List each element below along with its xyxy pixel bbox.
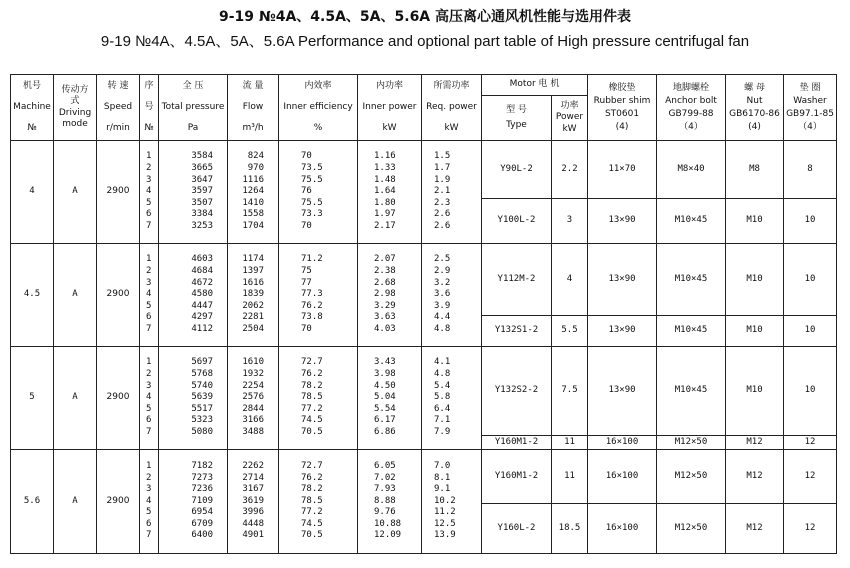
rubber-shim-cell: 13×90 bbox=[588, 347, 657, 436]
flow-list bbox=[228, 450, 279, 554]
motor-type-cell: Y100L-2 bbox=[482, 199, 552, 244]
pressure-list-value: 5517 bbox=[191, 403, 213, 414]
inner-power-list-value: 8.88 bbox=[374, 495, 396, 506]
anchor-bolt-cell: M10×45 bbox=[657, 244, 726, 316]
table-row bbox=[11, 347, 837, 436]
req-power-list bbox=[422, 244, 482, 347]
efficiency-list-value: 77.3 bbox=[301, 289, 323, 300]
req-power-list bbox=[422, 450, 482, 554]
anchor-bolt-cell: M12×50 bbox=[657, 436, 726, 450]
inner-power-list-value: 9.76 bbox=[374, 507, 396, 518]
pressure-list-value: 5080 bbox=[191, 426, 213, 437]
nut-cell: M12 bbox=[726, 450, 784, 504]
header-req-power: 所需功率 Req. power kW bbox=[422, 75, 482, 141]
efficiency-list-value: 70 bbox=[301, 323, 312, 334]
machine-number-cell: 5.6 bbox=[11, 450, 54, 554]
pressure-list-value: 4112 bbox=[191, 323, 213, 334]
flow-list-value: 1839 bbox=[242, 289, 264, 300]
header-washer: 垫 圈 Washer GB97.1-85 （4） bbox=[784, 75, 837, 141]
efficiency-list-value: 76.2 bbox=[301, 369, 323, 380]
performance-table bbox=[10, 74, 837, 554]
speed-cell: 2900 bbox=[97, 347, 140, 450]
flow-list-value: 2262 bbox=[242, 460, 264, 471]
flow-list-value: 3996 bbox=[242, 507, 264, 518]
pressure-list-value: 7182 bbox=[191, 460, 213, 471]
efficiency-list bbox=[279, 347, 358, 450]
inner-power-list-value: 2.17 bbox=[374, 220, 396, 231]
efficiency-list-value: 75.5 bbox=[301, 197, 323, 208]
efficiency-list-value: 72.7 bbox=[301, 460, 323, 471]
req-power-list-value: 3.6 bbox=[434, 289, 451, 300]
header-inner-power: 内功率 Inner power kW bbox=[358, 75, 422, 141]
nut-cell: M10 bbox=[726, 316, 784, 347]
efficiency-list-value: 74.5 bbox=[301, 518, 323, 529]
seq-list-value: 3 bbox=[146, 174, 152, 185]
nut-cell: M10 bbox=[726, 244, 784, 316]
efficiency-list-value: 76.2 bbox=[301, 300, 323, 311]
efficiency-list-value: 76 bbox=[301, 186, 312, 197]
flow-list bbox=[228, 347, 279, 450]
efficiency-list-value: 72.7 bbox=[301, 357, 323, 368]
motor-power-cell: 4 bbox=[552, 244, 588, 316]
efficiency-list-value: 76.2 bbox=[301, 472, 323, 483]
header-pressure: 全 压 Total pressure Pa bbox=[159, 75, 228, 141]
seq-list-value: 4 bbox=[146, 186, 152, 197]
flow-list-value: 1410 bbox=[242, 197, 264, 208]
seq-list-value: 1 bbox=[146, 460, 152, 471]
seq-list-value: 2 bbox=[146, 369, 152, 380]
seq-list-value: 6 bbox=[146, 415, 152, 426]
table-row bbox=[11, 450, 837, 504]
flow-list-value: 3488 bbox=[242, 426, 264, 437]
anchor-bolt-cell: M10×45 bbox=[657, 347, 726, 436]
header-motor: Motor 电 机 bbox=[482, 75, 588, 96]
efficiency-list-value: 73.5 bbox=[301, 163, 323, 174]
nut-cell: M12 bbox=[726, 436, 784, 450]
washer-cell: 8 bbox=[784, 141, 837, 199]
machine-number-cell: 5 bbox=[11, 347, 54, 450]
pressure-list bbox=[159, 450, 228, 554]
efficiency-list-value: 75.5 bbox=[301, 174, 323, 185]
flow-list-value: 970 bbox=[247, 163, 264, 174]
rubber-shim-cell: 16×100 bbox=[588, 450, 657, 504]
req-power-list-value: 1.9 bbox=[434, 174, 451, 185]
pressure-list-value: 4297 bbox=[191, 312, 213, 323]
pressure-list-value: 5768 bbox=[191, 369, 213, 380]
pressure-list-value: 4447 bbox=[191, 300, 213, 311]
seq-list-value: 7 bbox=[146, 323, 152, 334]
motor-type-cell: Y112M-2 bbox=[482, 244, 552, 316]
inner-power-list bbox=[358, 347, 422, 450]
inner-power-list-value: 2.38 bbox=[374, 266, 396, 277]
inner-power-list-value: 6.86 bbox=[374, 426, 396, 437]
pressure-list-value: 3253 bbox=[191, 220, 213, 231]
rubber-shim-cell: 13×90 bbox=[588, 316, 657, 347]
seq-list bbox=[140, 141, 159, 244]
washer-cell: 10 bbox=[784, 316, 837, 347]
req-power-list-value: 13.9 bbox=[434, 530, 456, 541]
seq-list-value: 7 bbox=[146, 426, 152, 437]
seq-list bbox=[140, 450, 159, 554]
motor-type-cell: Y132S2-2 bbox=[482, 347, 552, 436]
req-power-list-value: 2.5 bbox=[434, 254, 451, 265]
header-seq: 序 号 № bbox=[140, 75, 159, 141]
pressure-list bbox=[159, 244, 228, 347]
pressure-list-value: 4684 bbox=[191, 266, 213, 277]
req-power-list-value: 4.8 bbox=[434, 369, 451, 380]
inner-power-list-value: 5.54 bbox=[374, 403, 396, 414]
rubber-shim-cell: 16×100 bbox=[588, 436, 657, 450]
driving-mode-cell: A bbox=[54, 244, 97, 347]
efficiency-list-value: 77 bbox=[301, 277, 312, 288]
seq-list-value: 3 bbox=[146, 484, 152, 495]
flow-list bbox=[228, 141, 279, 244]
pressure-list-value: 7273 bbox=[191, 472, 213, 483]
efficiency-list-value: 70.5 bbox=[301, 530, 323, 541]
flow-list-value: 1397 bbox=[242, 266, 264, 277]
washer-cell: 10 bbox=[784, 244, 837, 316]
table-row bbox=[11, 141, 837, 199]
flow-list-value: 2062 bbox=[242, 300, 264, 311]
efficiency-list-value: 71.2 bbox=[301, 254, 323, 265]
pressure-list-value: 5639 bbox=[191, 392, 213, 403]
efficiency-list-value: 77.2 bbox=[301, 403, 323, 414]
pressure-list-value: 6954 bbox=[191, 507, 213, 518]
seq-list-value: 5 bbox=[146, 197, 152, 208]
anchor-bolt-cell: M12×50 bbox=[657, 450, 726, 504]
pressure-list-value: 7236 bbox=[191, 484, 213, 495]
pressure-list-value: 3647 bbox=[191, 174, 213, 185]
seq-list-value: 1 bbox=[146, 357, 152, 368]
anchor-bolt-cell: M10×45 bbox=[657, 199, 726, 244]
nut-cell: M12 bbox=[726, 504, 784, 554]
pressure-list-value: 4672 bbox=[191, 277, 213, 288]
req-power-list-value: 7.1 bbox=[434, 415, 451, 426]
motor-type-cell: Y90L-2 bbox=[482, 141, 552, 199]
req-power-list-value: 5.8 bbox=[434, 392, 451, 403]
pressure-list-value: 5323 bbox=[191, 415, 213, 426]
inner-power-list-value: 6.17 bbox=[374, 415, 396, 426]
machine-number-cell: 4 bbox=[11, 141, 54, 244]
seq-list-value: 3 bbox=[146, 277, 152, 288]
efficiency-list-value: 78.5 bbox=[301, 392, 323, 403]
seq-list-value: 1 bbox=[146, 254, 152, 265]
speed-cell: 2900 bbox=[97, 141, 140, 244]
pressure-list-value: 6709 bbox=[191, 518, 213, 529]
efficiency-list-value: 78.2 bbox=[301, 380, 323, 391]
req-power-list-value: 3.2 bbox=[434, 277, 451, 288]
flow-list-value: 3166 bbox=[242, 415, 264, 426]
seq-list-value: 7 bbox=[146, 530, 152, 541]
speed-cell: 2900 bbox=[97, 244, 140, 347]
header-speed: 转 速 Speed r/min bbox=[97, 75, 140, 141]
req-power-list-value: 4.1 bbox=[434, 357, 451, 368]
seq-list-value: 4 bbox=[146, 392, 152, 403]
seq-list-value: 5 bbox=[146, 507, 152, 518]
motor-power-cell: 18.5 bbox=[552, 504, 588, 554]
efficiency-list bbox=[279, 141, 358, 244]
header-anchor: 地脚螺栓 Anchor bolt GB799-88 （4） bbox=[657, 75, 726, 141]
title-chinese: 9-19 №4A、4.5A、5A、5.6A 高压离心通风机性能与选用件表 bbox=[218, 9, 632, 25]
inner-power-list bbox=[358, 141, 422, 244]
motor-power-cell: 2.2 bbox=[552, 141, 588, 199]
inner-power-list-value: 12.09 bbox=[374, 530, 402, 541]
req-power-list-value: 7.9 bbox=[434, 426, 451, 437]
inner-power-list-value: 6.05 bbox=[374, 460, 396, 471]
washer-cell: 12 bbox=[784, 436, 837, 450]
seq-list-value: 2 bbox=[146, 266, 152, 277]
seq-list-value: 6 bbox=[146, 312, 152, 323]
pressure-list-value: 3584 bbox=[191, 151, 213, 162]
inner-power-list-value: 1.80 bbox=[374, 197, 396, 208]
seq-list-value: 2 bbox=[146, 163, 152, 174]
inner-power-list-value: 1.48 bbox=[374, 174, 396, 185]
header-motor-power: 功率 Power kW bbox=[552, 96, 588, 141]
pressure-list-value: 4603 bbox=[191, 254, 213, 265]
req-power-list-value: 1.7 bbox=[434, 163, 451, 174]
flow-list-value: 3167 bbox=[242, 484, 264, 495]
motor-power-cell: 3 bbox=[552, 199, 588, 244]
rubber-shim-cell: 16×100 bbox=[588, 504, 657, 554]
inner-power-list-value: 2.98 bbox=[374, 289, 396, 300]
inner-power-list-value: 3.43 bbox=[374, 357, 396, 368]
inner-power-list-value: 10.88 bbox=[374, 518, 402, 529]
motor-power-cell: 11 bbox=[552, 436, 588, 450]
motor-type-cell: Y160M1-2 bbox=[482, 450, 552, 504]
header-motor-type: 型 号 Type bbox=[482, 96, 552, 141]
req-power-list-value: 2.1 bbox=[434, 186, 451, 197]
req-power-list-value: 2.6 bbox=[434, 220, 451, 231]
flow-list-value: 1932 bbox=[242, 369, 264, 380]
efficiency-list-value: 70 bbox=[301, 220, 312, 231]
req-power-list-value: 11.2 bbox=[434, 507, 456, 518]
flow-list-value: 1264 bbox=[242, 186, 264, 197]
flow-list-value: 4448 bbox=[242, 518, 264, 529]
efficiency-list-value: 77.2 bbox=[301, 507, 323, 518]
header-flow: 流 量 Flow m³/h bbox=[228, 75, 279, 141]
req-power-list bbox=[422, 347, 482, 450]
washer-cell: 10 bbox=[784, 347, 837, 436]
flow-list-value: 1616 bbox=[242, 277, 264, 288]
req-power-list-value: 4.4 bbox=[434, 312, 451, 323]
inner-power-list bbox=[358, 450, 422, 554]
inner-power-list-value: 1.97 bbox=[374, 209, 396, 220]
table-row bbox=[11, 244, 837, 316]
req-power-list-value: 10.2 bbox=[434, 495, 456, 506]
header-efficiency: 内效率 Inner efficiency % bbox=[279, 75, 358, 141]
flow-list-value: 1558 bbox=[242, 209, 264, 220]
inner-power-list-value: 7.93 bbox=[374, 484, 396, 495]
efficiency-list-value: 70 bbox=[301, 151, 312, 162]
req-power-list-value: 9.1 bbox=[434, 484, 451, 495]
seq-list bbox=[140, 347, 159, 450]
flow-list-value: 1174 bbox=[242, 254, 264, 265]
inner-power-list-value: 3.63 bbox=[374, 312, 396, 323]
efficiency-list-value: 75 bbox=[301, 266, 312, 277]
seq-list-value: 5 bbox=[146, 300, 152, 311]
anchor-bolt-cell: M12×50 bbox=[657, 504, 726, 554]
pressure-list-value: 4580 bbox=[191, 289, 213, 300]
pressure-list-value: 3384 bbox=[191, 209, 213, 220]
pressure-list-value: 7109 bbox=[191, 495, 213, 506]
req-power-list-value: 7.0 bbox=[434, 460, 451, 471]
seq-list-value: 1 bbox=[146, 151, 152, 162]
flow-list bbox=[228, 244, 279, 347]
machine-number-cell: 4.5 bbox=[11, 244, 54, 347]
pressure-list-value: 3665 bbox=[191, 163, 213, 174]
flow-list-value: 2504 bbox=[242, 323, 264, 334]
efficiency-list-value: 78.2 bbox=[301, 484, 323, 495]
seq-list-value: 6 bbox=[146, 209, 152, 220]
driving-mode-cell: A bbox=[54, 450, 97, 554]
req-power-list-value: 2.9 bbox=[434, 266, 451, 277]
pressure-list-value: 3597 bbox=[191, 186, 213, 197]
pressure-list-value: 6400 bbox=[191, 530, 213, 541]
motor-power-cell: 11 bbox=[552, 450, 588, 504]
req-power-list-value: 2.6 bbox=[434, 209, 451, 220]
anchor-bolt-cell: M8×40 bbox=[657, 141, 726, 199]
flow-list-value: 1116 bbox=[242, 174, 264, 185]
washer-cell: 10 bbox=[784, 199, 837, 244]
flow-list-value: 824 bbox=[247, 151, 264, 162]
inner-power-list-value: 1.64 bbox=[374, 186, 396, 197]
inner-power-list-value: 2.68 bbox=[374, 277, 396, 288]
driving-mode-cell: A bbox=[54, 141, 97, 244]
seq-list-value: 5 bbox=[146, 403, 152, 414]
flow-list-value: 4901 bbox=[242, 530, 264, 541]
nut-cell: M10 bbox=[726, 199, 784, 244]
flow-list-value: 2281 bbox=[242, 312, 264, 323]
req-power-list-value: 3.9 bbox=[434, 300, 451, 311]
pressure-list bbox=[159, 347, 228, 450]
motor-power-cell: 7.5 bbox=[552, 347, 588, 436]
inner-power-list-value: 4.50 bbox=[374, 380, 396, 391]
efficiency-list bbox=[279, 244, 358, 347]
seq-list bbox=[140, 244, 159, 347]
motor-type-cell: Y160L-2 bbox=[482, 504, 552, 554]
efficiency-list-value: 70.5 bbox=[301, 426, 323, 437]
pressure-list-value: 5740 bbox=[191, 380, 213, 391]
flow-list-value: 1704 bbox=[242, 220, 264, 231]
header-machine: 机号 Machine № bbox=[11, 75, 54, 141]
req-power-list-value: 2.3 bbox=[434, 197, 451, 208]
inner-power-list-value: 3.98 bbox=[374, 369, 396, 380]
header-nut: 螺 母 Nut GB6170-86 (4) bbox=[726, 75, 784, 141]
nut-cell: M8 bbox=[726, 141, 784, 199]
seq-list-value: 2 bbox=[146, 472, 152, 483]
pressure-list-value: 5697 bbox=[191, 357, 213, 368]
title-english: 9-19 №4A、4.5A、5A、5.6A Performance and optional part table of High pressure centrifugal fan bbox=[100, 33, 750, 50]
inner-power-list-value: 7.02 bbox=[374, 472, 396, 483]
inner-power-list-value: 3.29 bbox=[374, 300, 396, 311]
req-power-list-value: 5.4 bbox=[434, 380, 451, 391]
efficiency-list-value: 73.8 bbox=[301, 312, 323, 323]
pressure-list bbox=[159, 141, 228, 244]
inner-power-list-value: 5.04 bbox=[374, 392, 396, 403]
seq-list-value: 3 bbox=[146, 380, 152, 391]
flow-list-value: 2254 bbox=[242, 380, 264, 391]
seq-list-value: 7 bbox=[146, 220, 152, 231]
inner-power-list-value: 1.33 bbox=[374, 163, 396, 174]
inner-power-list-value: 4.03 bbox=[374, 323, 396, 334]
pressure-list-value: 3507 bbox=[191, 197, 213, 208]
req-power-list bbox=[422, 141, 482, 244]
nut-cell: M10 bbox=[726, 347, 784, 436]
washer-cell: 12 bbox=[784, 504, 837, 554]
req-power-list-value: 8.1 bbox=[434, 472, 451, 483]
header-driving: 传动方式 Driving mode bbox=[54, 75, 97, 141]
motor-type-cell: Y160M1-2 bbox=[482, 436, 552, 450]
speed-cell: 2900 bbox=[97, 450, 140, 554]
inner-power-list bbox=[358, 244, 422, 347]
rubber-shim-cell: 13×90 bbox=[588, 244, 657, 316]
header-rubber: 橡胶垫 Rubber shim ST0601 (4) bbox=[588, 75, 657, 141]
flow-list-value: 2576 bbox=[242, 392, 264, 403]
seq-list-value: 4 bbox=[146, 495, 152, 506]
seq-list-value: 4 bbox=[146, 289, 152, 300]
inner-power-list-value: 1.16 bbox=[374, 151, 396, 162]
seq-list-value: 6 bbox=[146, 518, 152, 529]
motor-power-cell: 5.5 bbox=[552, 316, 588, 347]
washer-cell: 12 bbox=[784, 450, 837, 504]
req-power-list-value: 12.5 bbox=[434, 518, 456, 529]
efficiency-list bbox=[279, 450, 358, 554]
efficiency-list-value: 74.5 bbox=[301, 415, 323, 426]
driving-mode-cell: A bbox=[54, 347, 97, 450]
flow-list-value: 2844 bbox=[242, 403, 264, 414]
anchor-bolt-cell: M10×45 bbox=[657, 316, 726, 347]
inner-power-list-value: 2.07 bbox=[374, 254, 396, 265]
req-power-list-value: 4.8 bbox=[434, 323, 451, 334]
flow-list-value: 1610 bbox=[242, 357, 264, 368]
rubber-shim-cell: 13×90 bbox=[588, 199, 657, 244]
rubber-shim-cell: 11×70 bbox=[588, 141, 657, 199]
efficiency-list-value: 78.5 bbox=[301, 495, 323, 506]
motor-type-cell: Y132S1-2 bbox=[482, 316, 552, 347]
req-power-list-value: 1.5 bbox=[434, 151, 451, 162]
efficiency-list-value: 73.3 bbox=[301, 209, 323, 220]
flow-list-value: 2714 bbox=[242, 472, 264, 483]
req-power-list-value: 6.4 bbox=[434, 403, 451, 414]
flow-list-value: 3619 bbox=[242, 495, 264, 506]
